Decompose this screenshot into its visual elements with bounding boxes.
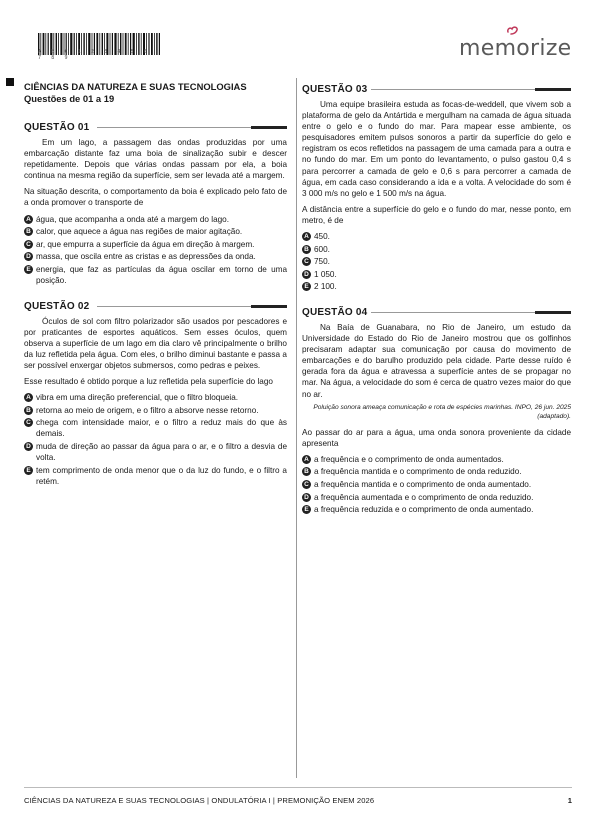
question-04-header (302, 302, 571, 316)
option-text: retorna ao meio de origem, e o filtro a absorve nesse retorno. (36, 405, 259, 415)
logo-text: memorize (459, 36, 572, 61)
barcode-digits: A B C 1 2 3 4 5 6 7 8 9 (38, 49, 151, 61)
option-letter-icon: E (24, 265, 33, 274)
area-title: CIÊNCIAS DA NATUREZA E SUAS TECNOLOGIAS (24, 81, 247, 92)
option-letter-icon: D (302, 493, 311, 502)
footer-text: CIÊNCIAS DA NATUREZA E SUAS TECNOLOGIAS | ONDULATÓRIA I | PREMONIÇÃO ENEM 2026 (24, 796, 375, 805)
option-a[interactable] (24, 392, 287, 403)
question-02-prompt: Esse resultado é obtido porque a luz refletida pela superfície do lago (24, 377, 273, 387)
question-03-options (302, 231, 571, 292)
question-01-title: QUESTÃO 01 (24, 122, 90, 133)
option-e[interactable] (24, 264, 287, 286)
option-text: 450. (314, 232, 330, 242)
option-text: a frequência aumentada e o comprimento de onda reduzido. (314, 492, 534, 502)
right-column (302, 79, 571, 517)
area-subtitle: Questões de 01 a 19 (24, 93, 115, 104)
option-letter-icon: E (302, 282, 311, 291)
option-letter-icon: E (302, 505, 311, 514)
option-text: a frequência mantida e o comprimento de onda aumentado. (314, 480, 532, 490)
option-text: muda de direção ao passar da água para o ar, e o filtro a desvia de volta. (36, 442, 287, 463)
question-03-title: QUESTÃO 03 (302, 84, 368, 95)
question-02-text: Óculos de sol com filtro polarizador são usados por pescadores e por praticantes de esportes aquáticos. Sem esses óculos, quem observa a superfície de um lago em dia claro vê principalmente o brilho da luz refletida pela água. Com eles, o brilho diminui bastante e passa a ser possível enxergar objetos submersos, como pedras e peixes. (24, 316, 287, 370)
option-text: 600. (314, 244, 330, 254)
option-d[interactable] (302, 269, 571, 280)
option-text: ar, que empurra a superfície da água em direção à margem. (36, 239, 255, 249)
option-letter-icon: E (24, 466, 33, 475)
question-04-title: QUESTÃO 04 (302, 307, 368, 318)
corner-mark (6, 78, 14, 86)
question-01-header (24, 117, 287, 131)
logo-mark-icon (506, 26, 520, 36)
option-letter-icon: C (24, 240, 33, 249)
footer-rule (24, 787, 572, 788)
title-rule-accent (535, 311, 571, 314)
option-letter-icon: B (24, 406, 33, 415)
question-01-text: Em um lago, a passagem das ondas produzidas por uma embarcação distante faz uma boia de sinalização subir e descer repetidamente. Depois que várias ondas passam por ela, a boia continua na mesma região da superfície, sem ser levada até a margem. (24, 138, 287, 181)
option-text: a frequência reduzida e o comprimento de onda aumentado. (314, 505, 534, 515)
option-e[interactable] (24, 465, 287, 487)
option-letter-icon: A (24, 215, 33, 224)
question-03-prompt: A distância entre a superfície do gelo e o fundo do mar, nesse ponto, em metro, é de (302, 204, 571, 225)
title-rule-accent (535, 88, 571, 91)
question-03-header (302, 79, 571, 93)
option-letter-icon: D (302, 270, 311, 279)
option-a[interactable] (302, 231, 571, 242)
question-04-options (302, 454, 571, 515)
title-rule-accent (251, 126, 287, 129)
option-c[interactable] (24, 417, 287, 439)
question-04-prompt: Ao passar do ar para a água, uma onda sonora proveniente da cidade apresenta (302, 427, 571, 448)
option-letter-icon: C (24, 418, 33, 427)
option-e[interactable] (302, 281, 571, 292)
option-c[interactable] (24, 239, 287, 250)
option-text: 1 050. (314, 269, 337, 279)
option-d[interactable] (302, 492, 571, 503)
page-number: 1 (567, 796, 572, 805)
question-02-title: QUESTÃO 02 (24, 300, 90, 312)
option-e[interactable] (302, 504, 571, 515)
left-column (24, 79, 287, 488)
option-d[interactable] (24, 441, 287, 463)
option-text: tem comprimento de onda menor que o da luz do fundo, e o filtro a retém. (36, 465, 287, 486)
question-03-text: Uma equipe brasileira estuda as focas-de-weddell, que vivem sob a plataforma de gelo da Antártida e mergulham na camada de água situada entre o gelo e o fundo do mar. Para mapear esse ambiente, os pesquisadores emitem pulsos sonoros a partir da superfície do gelo e registram os ecos refletidos na passagem de uma camada para a outra e no fundo do mar. Em um ponto do levantamento, o pulso gastou 0,4 s para percorrer a camada de gelo e 0,6 s para percorrer a camada de água, em cada caso considerando a ida e a volta. A velocidade do som é 3 000 m/s no gelo e 1 500 m/s na água. (302, 100, 571, 198)
option-a[interactable] (302, 454, 571, 465)
option-letter-icon: A (24, 393, 33, 402)
option-text: 2 100. (314, 282, 337, 292)
memorize-logo (459, 26, 571, 60)
option-letter-icon: B (302, 467, 311, 476)
option-letter-icon: C (302, 257, 311, 266)
option-text: a frequência e o comprimento de onda aumentados. (314, 454, 504, 464)
option-letter-icon: B (302, 245, 311, 254)
option-letter-icon: B (24, 227, 33, 236)
option-b[interactable] (302, 466, 571, 477)
option-b[interactable] (302, 244, 571, 255)
option-text: vibra em uma direção preferencial, que o filtro bloqueia. (36, 393, 239, 403)
option-letter-icon: A (302, 232, 311, 241)
question-01-options (24, 214, 287, 287)
option-letter-icon: D (24, 442, 33, 451)
question-02-options (24, 392, 287, 487)
option-c[interactable] (302, 256, 571, 267)
option-c[interactable] (302, 479, 571, 490)
option-d[interactable] (24, 251, 287, 262)
question-04-source: Poluição sonora ameaça comunicação e rota de espécies marinhas. INPO, 26 jun. 2025 (adaptado). (313, 403, 571, 420)
option-b[interactable] (24, 226, 287, 237)
option-text: massa, que oscila entre as cristas e as depressões da onda. (36, 252, 256, 262)
question-04-text: Na Baía de Guanabara, no Rio de Janeiro, um estudo da Universidade do Estado do Rio de Janeiro mostrou que os golfinhos precisaram adaptar sua comunicação por causa do movimento de embarcações e do barulho produzido pela cidade. Parte desse ruído é gerada fora da água e atravessa a superfície antes de se propagar no mar. Na água, a velocidade do som é cerca de quatro vezes maior do que no ar. (302, 323, 571, 399)
column-divider (296, 78, 297, 778)
option-letter-icon: C (302, 480, 311, 489)
option-letter-icon: D (24, 252, 33, 261)
option-b[interactable] (24, 405, 287, 416)
option-a[interactable] (24, 214, 287, 225)
question-02-header (24, 296, 287, 310)
option-text: água, que acompanha a onda até a margem do lago. (36, 214, 230, 224)
option-text: chega com intensidade maior, e o filtro a reduz mais do que às demais. (36, 418, 287, 439)
option-letter-icon: A (302, 455, 311, 464)
option-text: calor, que aquece a água nas regiões de maior agitação. (36, 227, 243, 237)
option-text: a frequência mantida e o comprimento de onda reduzido. (314, 467, 522, 477)
option-text: 750. (314, 257, 330, 267)
title-rule-accent (251, 305, 287, 308)
question-01-prompt: Na situação descrita, o comportamento da boia é explicado pelo fato de a onda promover o transporte de (24, 187, 287, 208)
option-text: energia, que faz as partículas da água oscilar em torno de uma posição. (36, 264, 287, 286)
